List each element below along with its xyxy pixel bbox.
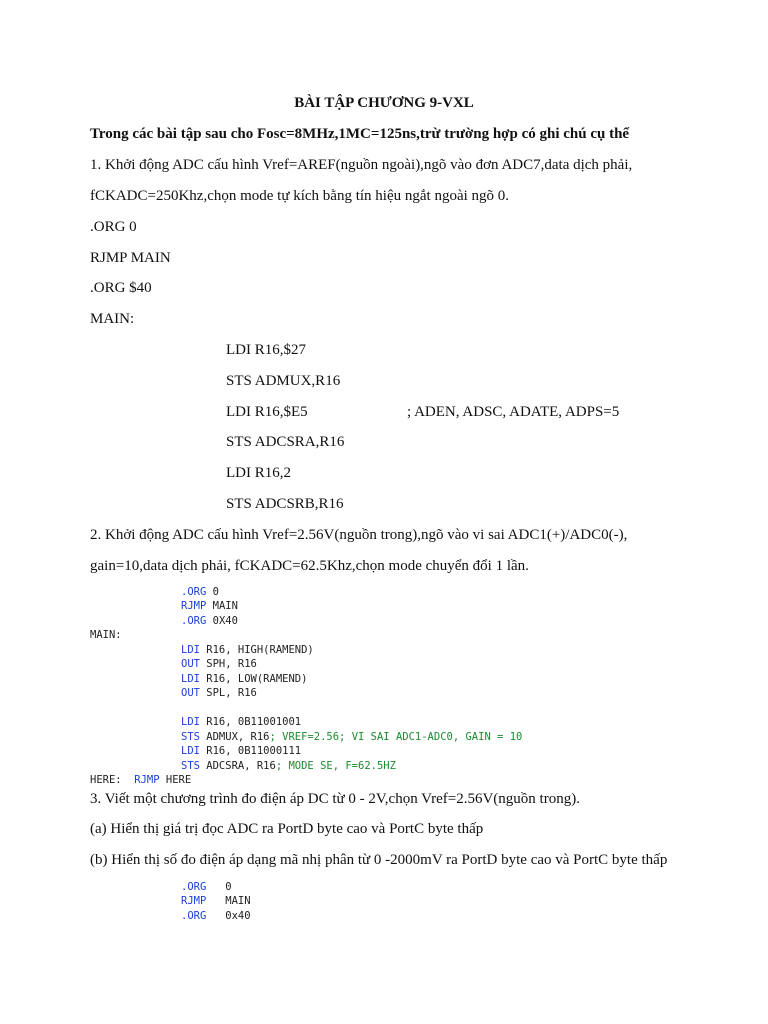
ex1-code-line: MAIN: — [90, 311, 135, 327]
ex2-code-line: .ORG 0X40 — [181, 615, 238, 627]
ex3-code-line: RJMP MAIN — [181, 895, 251, 907]
ex2-code-line: .ORG 0 — [181, 586, 219, 598]
ex2-code-line: LDI R16, HIGH(RAMEND) — [181, 644, 314, 656]
intro-text: Trong các bài tập sau cho Fosc=8MHz,1MC=125ns,trừ trường hợp có ghi chú cụ thể — [90, 126, 630, 142]
ex3-line3: (b) Hiển thị số đo điện áp dạng mã nhị phân từ 0 -2000mV ra PortD byte cao và PortC byte thấp — [90, 852, 668, 868]
ex3-line2: (a) Hiển thị giá trị đọc ADC ra PortD byte cao và PortC byte thấp — [90, 821, 484, 837]
ex2-line2: gain=10,data dịch phải, fCKADC=62.5Khz,chọn mode chuyển đổi 1 lần. — [90, 558, 529, 574]
ex1-code-line: STS ADMUX,R16 — [226, 373, 341, 389]
ex1-code-line: RJMP MAIN — [90, 250, 171, 266]
ex1-code-comment: ; ADEN, ADSC, ADATE, ADPS=5 — [407, 404, 620, 420]
ex2-code-line: LDI R16, 0B11001001 — [181, 716, 302, 728]
ex1-line2: fCKADC=250Khz,chọn mode tự kích bằng tín hiệu ngắt ngoài ngõ 0. — [90, 188, 510, 204]
ex2-code-line: STS ADCSRA, R16; MODE SE, F=62.5HZ — [181, 760, 396, 772]
ex1-code-line: LDI R16,2 — [226, 465, 291, 481]
ex1-code-line: STS ADCSRB,R16 — [226, 496, 344, 512]
ex1-code-line: .ORG 0 — [90, 219, 137, 235]
ex2-code-line: HERE: RJMP HERE — [90, 774, 192, 786]
ex2-code-line: RJMP MAIN — [181, 600, 238, 612]
ex2-code-line: LDI R16, LOW(RAMEND) — [181, 673, 308, 685]
ex3-code-line: .ORG 0x40 — [181, 910, 251, 922]
ex2-code-line: OUT SPH, R16 — [181, 658, 257, 670]
ex1-code-line: STS ADCSRA,R16 — [226, 434, 345, 450]
page-title: BÀI TẬP CHƯƠNG 9-VXL — [294, 95, 474, 111]
ex2-code-line: OUT SPL, R16 — [181, 687, 257, 699]
ex3-line1: 3. Viết một chương trình đo điện áp DC từ 0 - 2V,chọn Vref=2.56V(nguồn trong). — [90, 791, 580, 807]
ex2-code-line: STS ADMUX, R16; VREF=2.56; VI SAI ADC1-ADC0, GAIN = 10 — [181, 731, 523, 743]
ex1-code-line: .ORG $40 — [90, 280, 152, 296]
ex2-line1: 2. Khởi động ADC cấu hình Vref=2.56V(nguồn trong),ngõ vào vi sai ADC1(+)/ADC0(-), — [90, 527, 628, 543]
ex1-code-line: LDI R16,$27 — [226, 342, 306, 358]
ex2-code-line: LDI R16, 0B11000111 — [181, 745, 302, 757]
ex1-line1: 1. Khởi động ADC cấu hình Vref=AREF(nguồn ngoài),ngõ vào đơn ADC7,data dịch phải, — [90, 157, 633, 173]
ex3-code-line: .ORG 0 — [181, 881, 232, 893]
ex2-code-label: MAIN: — [90, 629, 122, 641]
ex1-code-line: LDI R16,$E5 — [226, 404, 308, 420]
